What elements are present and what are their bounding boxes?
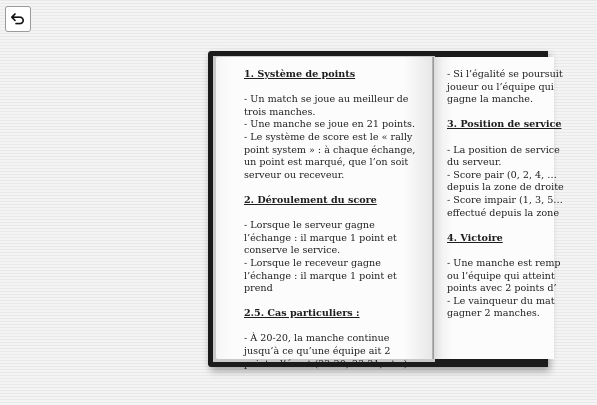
undo-arrow-icon [10, 11, 26, 27]
section-victory [447, 233, 597, 321]
back-button[interactable] [5, 6, 31, 32]
right-page [434, 57, 564, 359]
text-line: - La position de service [447, 144, 560, 156]
left-page [216, 57, 434, 370]
section-title: 1. Système de points [244, 69, 356, 80]
text-line: joueur ou l’équipe qui [447, 81, 554, 93]
text-line: - Score impair (1, 3, 5… [447, 194, 563, 206]
paragraph: - Lorsque le serveur gagne l’échange : il marque 1 point et conserve le service. [244, 220, 397, 257]
paragraph: - À 20-20, la manche continue jusqu’à ce qu’une équipe ait 2 points d’écart (22-20, 23-21, etc.). [244, 333, 411, 370]
text-line: ou l’équipe qui atteint [447, 270, 555, 282]
section-title: 4. Victoire [447, 232, 503, 244]
section-score-progress [244, 195, 416, 296]
paragraph: - Le système de score est le « rally point system » : à chaque échange, un point est marqué, que l’on soit serveur ou receveur. [244, 131, 416, 181]
section-title: 3. Position de service [447, 119, 562, 131]
text-line: gagner 2 manches. [447, 308, 540, 320]
text-line: - Une manche est remp [447, 257, 561, 269]
text-line: - Le vainqueur du mat [447, 295, 555, 307]
section-special-cases [244, 308, 416, 371]
text-line: points avec 2 points d’ [447, 283, 557, 295]
text-line: - Score pair (0, 2, 4, … [447, 169, 557, 181]
section-service-position [447, 119, 597, 220]
text-line: depuis la zone de droite [447, 182, 564, 194]
section-title: 2. Déroulement du score [244, 194, 377, 206]
paragraph: - Un match se joue au meilleur de trois manches. [244, 94, 409, 118]
open-book [208, 51, 564, 370]
text-line: effectué depuis la zone [447, 207, 560, 219]
section-scoring-system [244, 69, 416, 182]
section-tie-continuation [447, 69, 597, 107]
text-line: gagne la manche. [447, 94, 534, 106]
text-line: du serveur. [447, 157, 502, 169]
paragraph: - Une manche se joue en 21 points. [244, 119, 416, 131]
text-line: - Si l’égalité se poursuit [447, 69, 563, 80]
section-title: 2.5. Cas particuliers : [244, 308, 360, 320]
paragraph: - Lorsque le receveur gagne l’échange : il marque 1 point et prend [244, 257, 397, 295]
